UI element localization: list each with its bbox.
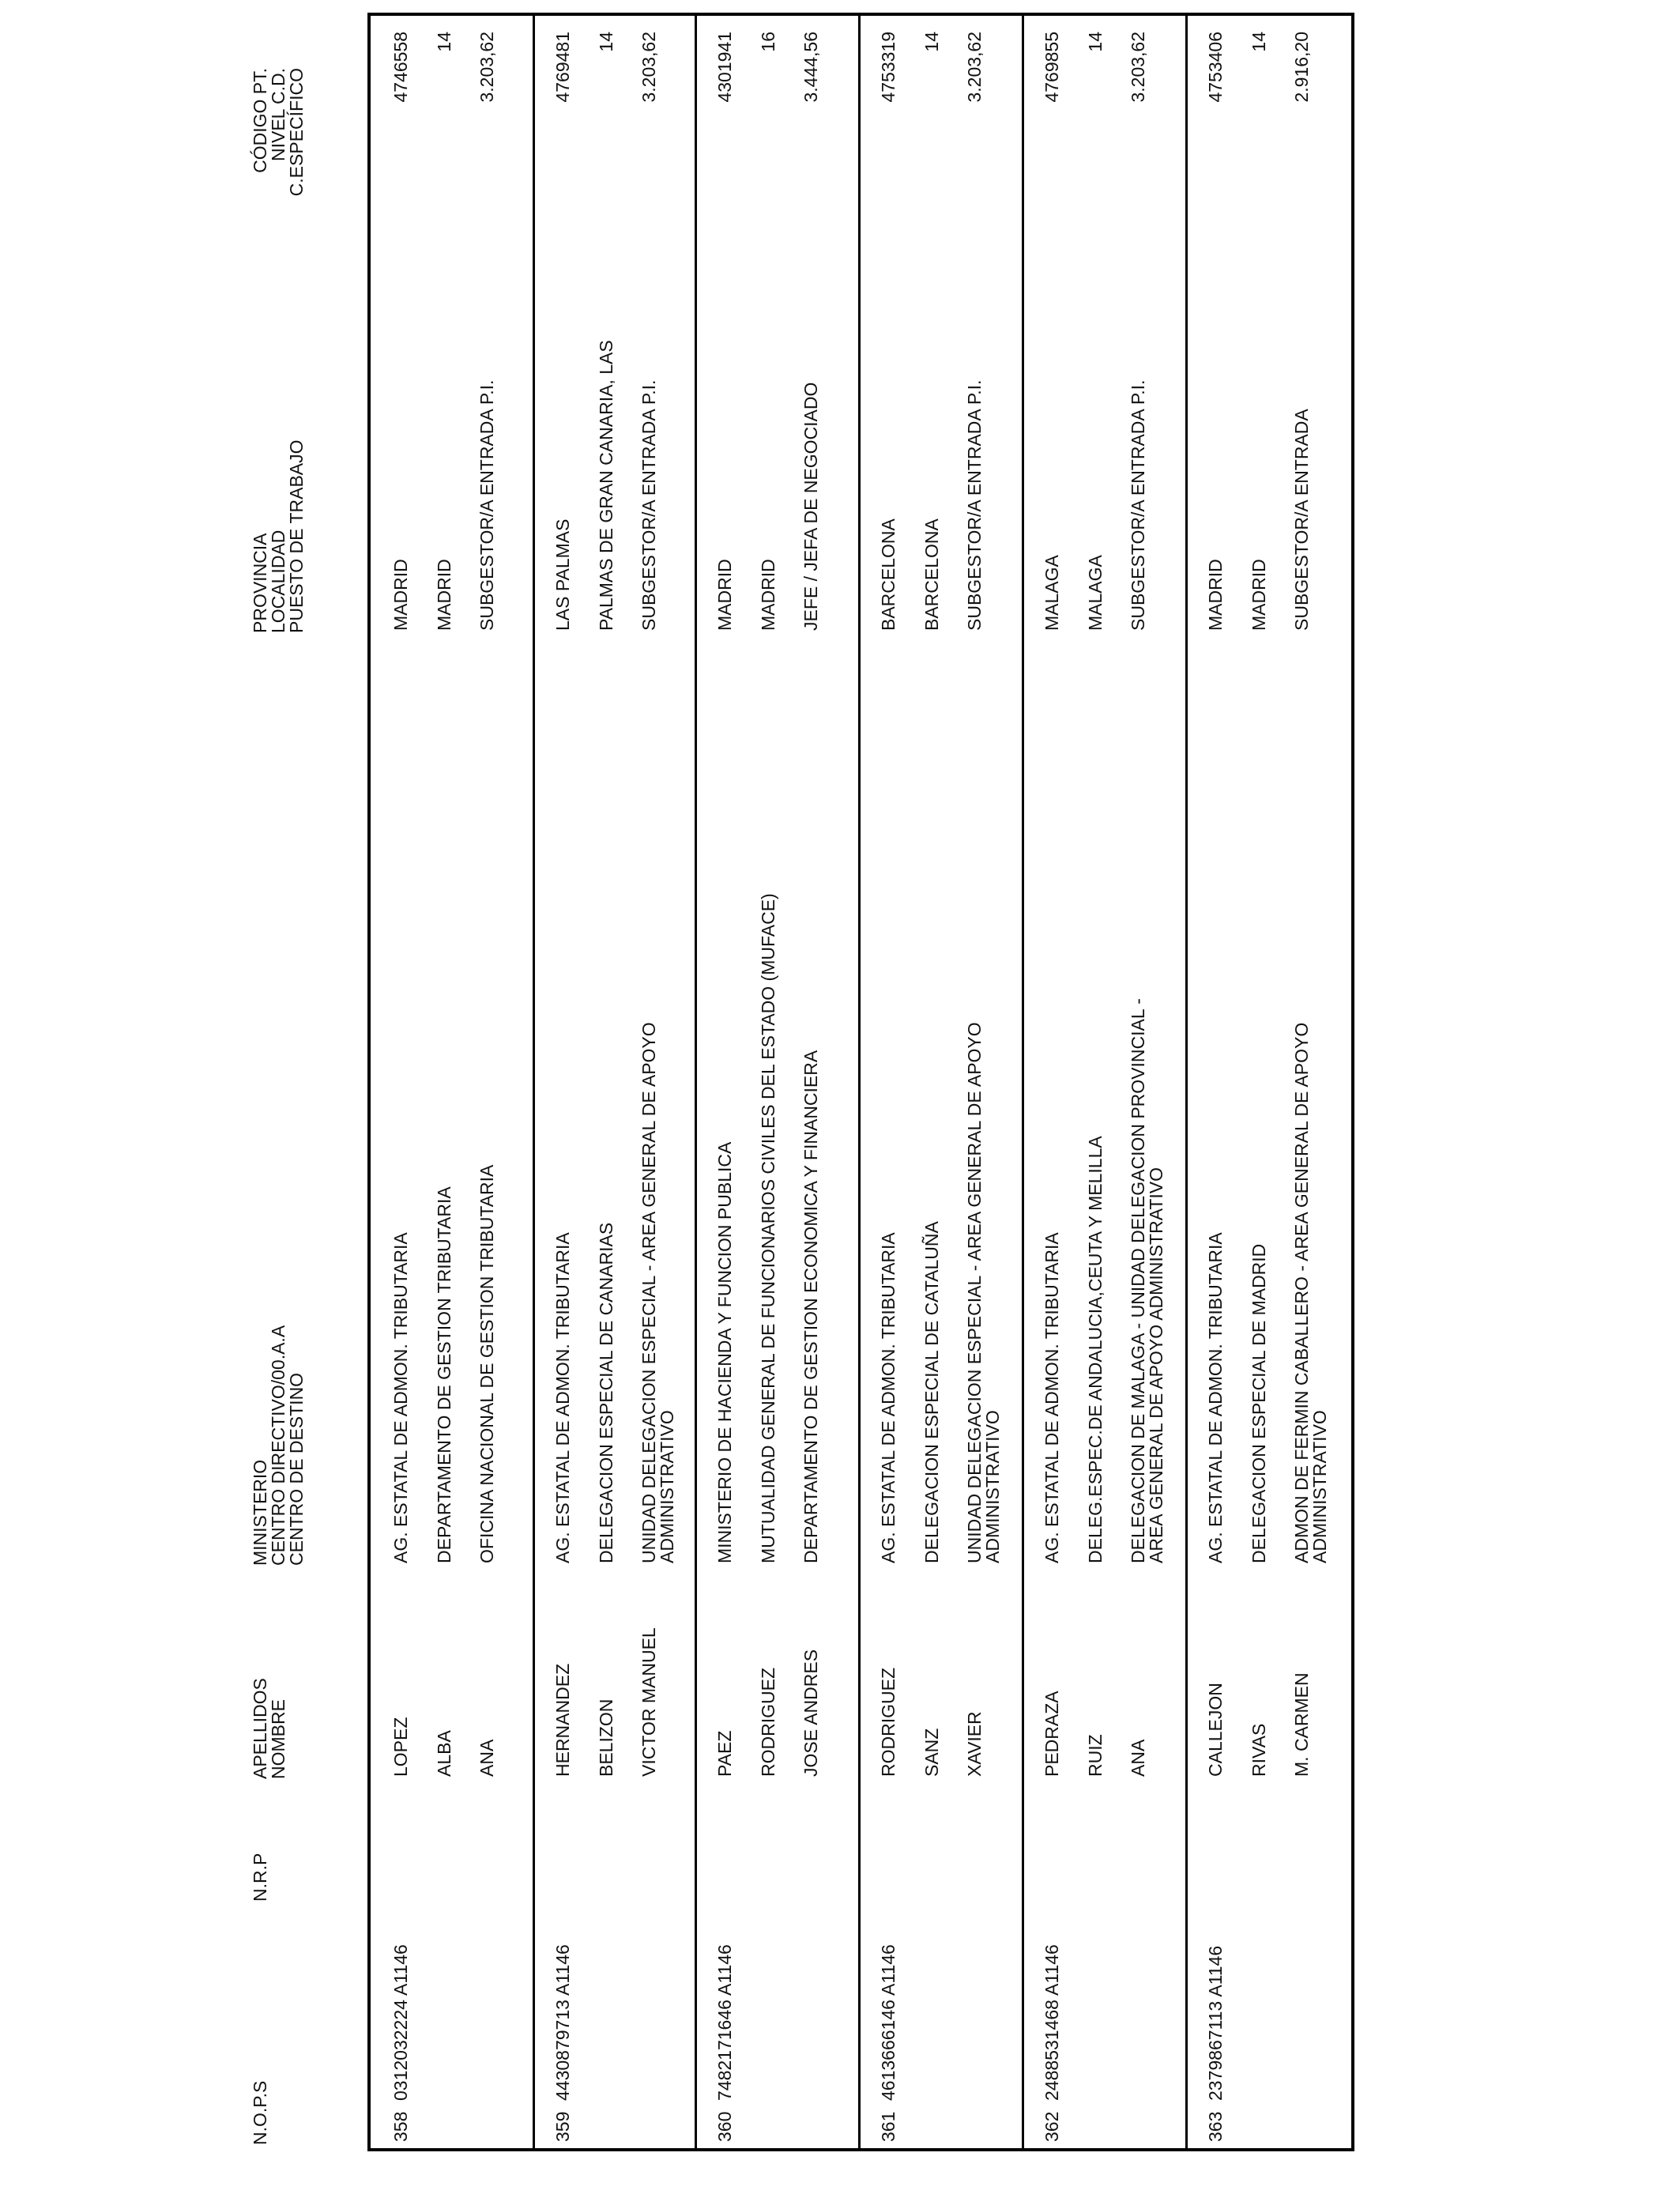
record-name: XAVIER — [964, 1711, 985, 1777]
record-nivel: 16 — [758, 32, 778, 52]
record-provincia: MADRID — [714, 559, 735, 631]
record-especifico: 3.444,56 — [800, 32, 821, 103]
record-codigo: 4301941 — [714, 32, 735, 103]
record-puesto: SUBGESTOR/A ENTRADA P.I. — [638, 379, 659, 631]
record-surname1: CALLEJON — [1205, 1683, 1226, 1777]
record-name: JOSE ANDRES — [800, 1649, 821, 1777]
header-place — [251, 439, 306, 633]
header-nrp — [251, 1853, 269, 1902]
record-centro-destino: OFICINA NACIONAL DE GESTION TRIBUTARIA — [477, 1164, 497, 1563]
record-puesto: SUBGESTOR/A ENTRADA — [1291, 409, 1312, 631]
record-nops: 361 — [878, 2111, 898, 2142]
record-surname2: SANZ — [921, 1728, 942, 1777]
record-name: ANA — [477, 1739, 497, 1777]
record-name: VICTOR MANUEL — [638, 1627, 659, 1777]
record-nivel: 14 — [434, 32, 454, 52]
record-surname1: LOPEZ — [390, 1717, 411, 1777]
record-surname2: BELIZON — [596, 1698, 616, 1777]
record-provincia: MADRID — [1205, 559, 1226, 631]
record-provincia: MALAGA — [1042, 555, 1062, 631]
record-surname1: PEDRAZA — [1042, 1691, 1062, 1777]
record-row — [858, 16, 1022, 2148]
record-centro-directivo: DELEGACION ESPECIAL DE MADRID — [1249, 1243, 1269, 1563]
record-nops: 363 — [1205, 2111, 1226, 2142]
header-names — [251, 1678, 288, 1779]
record-centro-destino: UNIDAD DELEGACION ESPECIAL - AREA GENERAL DE APOYO ADMINISTRATIVO — [964, 1022, 1003, 1563]
record-especifico: 2.916,20 — [1291, 32, 1312, 103]
record-nrp: 4430879713 A1146 — [552, 1944, 573, 2101]
record-nivel: 14 — [921, 32, 942, 52]
header-codes — [251, 68, 306, 226]
record-puesto: SUBGESTOR/A ENTRADA P.I. — [477, 379, 497, 631]
record-puesto: JEFE / JEFA DE NEGOCIADO — [800, 382, 821, 631]
record-nops: 358 — [390, 2111, 411, 2142]
record-puesto: SUBGESTOR/A ENTRADA P.I. — [1128, 379, 1148, 631]
record-centro-destino: DEPARTAMENTO DE GESTION ECONOMICA Y FINANCIERA — [800, 1050, 821, 1563]
record-surname1: HERNANDEZ — [552, 1663, 573, 1777]
record-nrp: 7482171646 A1146 — [714, 1944, 735, 2101]
records-table — [367, 13, 1354, 2151]
header-centro-directivo: CENTRO DIRECTIVO/00.A.A — [268, 1325, 288, 1566]
record-ministerio: AG. ESTATAL DE ADMON. TRIBUTARIA — [390, 1232, 411, 1563]
record-especifico: 3.203,62 — [1128, 32, 1148, 103]
record-nrp: 2379867113 A1146 — [1205, 1945, 1226, 2101]
record-nrp: 4613666146 A1146 — [878, 1944, 898, 2101]
record-especifico: 3.203,62 — [964, 32, 985, 103]
record-nrp: 0312032224 A1146 — [390, 1944, 411, 2101]
record-puesto: SUBGESTOR/A ENTRADA P.I. — [964, 379, 985, 631]
record-surname2: RUIZ — [1085, 1734, 1106, 1777]
header-apellidos: APELLIDOS — [250, 1678, 270, 1779]
record-codigo: 4769855 — [1042, 32, 1062, 103]
record-ministerio: AG. ESTATAL DE ADMON. TRIBUTARIA — [552, 1232, 573, 1563]
record-especifico: 3.203,62 — [477, 32, 497, 103]
record-localidad: MADRID — [758, 559, 778, 631]
header-nombre: NOMBRE — [268, 1699, 288, 1779]
record-row — [533, 16, 695, 2148]
record-centro-destino: ADMON DE FERMIN CABALLERO - AREA GENERAL DE APOYO ADMINISTRATIVO — [1291, 1022, 1330, 1563]
record-ministerio: AG. ESTATAL DE ADMON. TRIBUTARIA — [878, 1232, 898, 1563]
record-name: M. CARMEN — [1291, 1672, 1312, 1777]
record-row — [371, 16, 533, 2148]
record-row — [695, 16, 858, 2148]
header-localidad: LOCALIDAD — [268, 530, 288, 633]
record-centro-destino: DELEGACION DE MALAGA - UNIDAD DELEGACION PROVINCIAL - AREA GENERAL DE APOYO ADMINISTRATIVO — [1128, 998, 1166, 1563]
header-centro-destino: CENTRO DE DESTINO — [286, 1372, 307, 1566]
header-puesto: PUESTO DE TRABAJO — [286, 439, 307, 633]
record-nivel: 14 — [596, 32, 616, 52]
record-row — [1185, 16, 1351, 2148]
record-nops: 359 — [552, 2111, 573, 2142]
record-surname2: ALBA — [434, 1730, 454, 1777]
record-nops: 362 — [1042, 2111, 1062, 2142]
record-codigo: 4753319 — [878, 32, 898, 103]
header-provincia: PROVINCIA — [250, 533, 270, 633]
record-centro-directivo: DEPARTAMENTO DE GESTION TRIBUTARIA — [434, 1186, 454, 1563]
record-surname1: PAEZ — [714, 1730, 735, 1777]
record-centro-directivo: DELEGACION ESPECIAL DE CANARIAS — [596, 1222, 616, 1563]
record-nrp: 2488531468 A1146 — [1042, 1944, 1062, 2101]
record-centro-directivo: MUTUALIDAD GENERAL DE FUNCIONARIOS CIVILES DEL ESTADO (MUFACE) — [758, 893, 778, 1563]
header-especifico: C.ESPECÍFICO — [286, 68, 307, 197]
record-ministerio: AG. ESTATAL DE ADMON. TRIBUTARIA — [1205, 1232, 1226, 1563]
record-name: ANA — [1128, 1739, 1148, 1777]
record-ministerio: AG. ESTATAL DE ADMON. TRIBUTARIA — [1042, 1232, 1062, 1563]
record-centro-directivo: DELEG.ESPEC.DE ANDALUCIA,CEUTA Y MELILLA — [1085, 1136, 1106, 1563]
record-ministerio: MINISTERIO DE HACIENDA Y FUNCION PUBLICA — [714, 1141, 735, 1563]
record-especifico: 3.203,62 — [638, 32, 659, 103]
header-nivel: NIVEL C.D. — [268, 68, 288, 162]
record-localidad: PALMAS DE GRAN CANARIA, LAS — [596, 340, 616, 631]
record-localidad: MADRID — [434, 559, 454, 631]
header-organization — [251, 1325, 306, 1566]
record-nops: 360 — [714, 2111, 735, 2142]
record-provincia: MADRID — [390, 559, 411, 631]
record-codigo: 4769481 — [552, 32, 573, 103]
record-localidad: MALAGA — [1085, 555, 1106, 631]
record-row — [1022, 16, 1185, 2148]
header-nops-label: N.O.P.S — [250, 2080, 270, 2145]
record-codigo: 4753406 — [1205, 32, 1226, 103]
record-localidad: BARCELONA — [921, 518, 942, 631]
header-nops — [251, 2081, 269, 2145]
record-centro-directivo: DELEGACION ESPECIAL DE CATALUÑA — [921, 1221, 942, 1563]
record-provincia: BARCELONA — [878, 518, 898, 631]
header-ministerio: MINISTERIO — [250, 1459, 270, 1566]
record-centro-destino: UNIDAD DELEGACION ESPECIAL - AREA GENERAL DE APOYO ADMINISTRATIVO — [638, 1022, 677, 1563]
record-nivel: 14 — [1085, 32, 1106, 52]
record-localidad: MADRID — [1249, 559, 1269, 631]
record-provincia: LAS PALMAS — [552, 518, 573, 631]
header-nrp-label: N.R.P — [250, 1853, 270, 1902]
record-codigo: 4746558 — [390, 32, 411, 103]
record-surname2: RODRIGUEZ — [758, 1668, 778, 1777]
record-surname1: RODRIGUEZ — [878, 1668, 898, 1777]
record-surname2: RIVAS — [1249, 1723, 1269, 1777]
record-nivel: 14 — [1249, 32, 1269, 52]
header-codigo: CÓDIGO PT. — [250, 68, 270, 173]
